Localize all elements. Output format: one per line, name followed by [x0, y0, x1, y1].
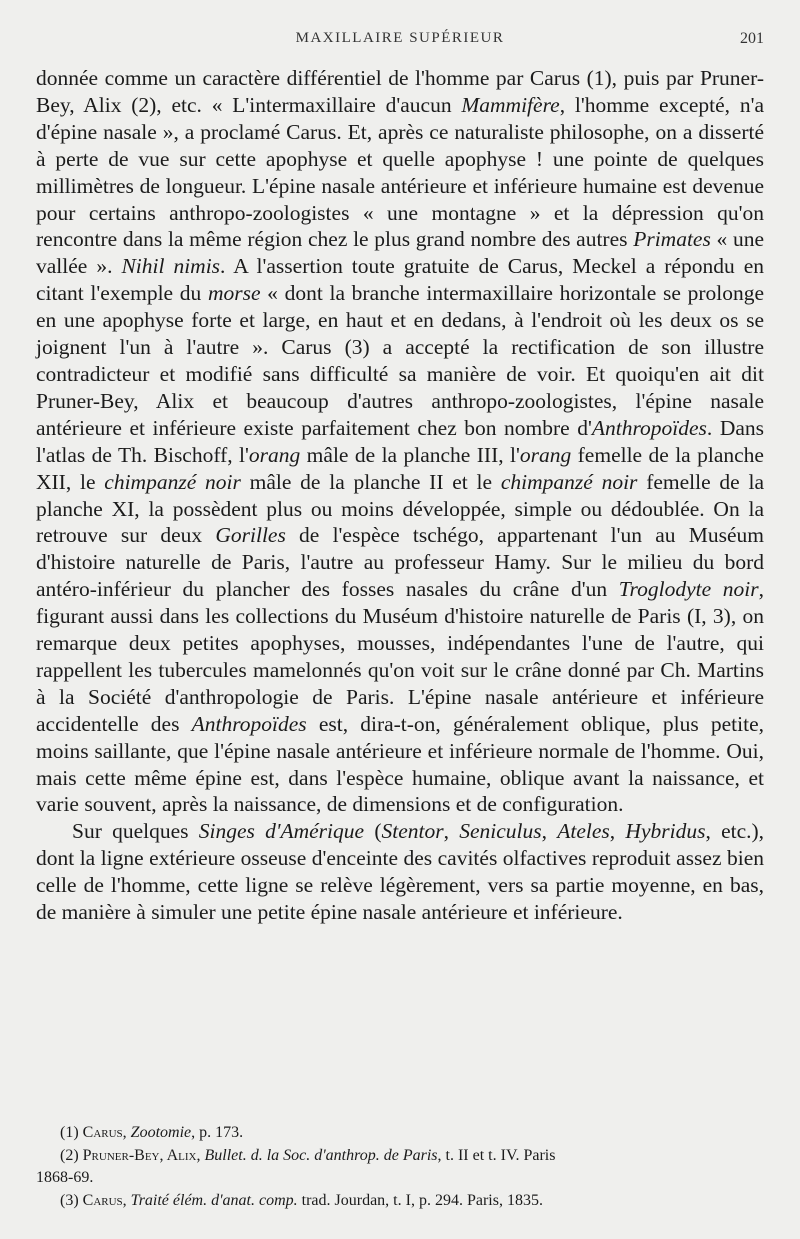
italic-term: Gorilles [215, 523, 286, 548]
italic-term: Ateles [557, 819, 610, 844]
italic-term: orang [248, 442, 301, 467]
italic-term: Stentor [381, 819, 444, 844]
text-run: femelle de la planche XI, la possèdent plus ou moins développée, simple ou dédoublée. On la retrouve sur deux [36, 469, 765, 548]
body-text [36, 65, 764, 926]
italic-term: Singes d'Amérique [198, 819, 365, 844]
text-run: , [196, 1146, 205, 1164]
text-run: est, dira-t-on, généralement oblique, plus petite, moins saillante, que l'épine nasale antérieure et inférieure normale de l'homme. Oui, mais cette même épine est, dans l'espèce humaine, oblique avant la naissance, et varie souvent, après la naissance, de dimensions et de configuration. [36, 711, 765, 817]
text-run: mâle de la planche III, l' [300, 442, 520, 467]
footnote-3 [36, 1190, 764, 1213]
text-run: donnée comme un caractère différentiel de l'homme par Carus (1), puis par Pruner-Bey, Alix (2), etc. « L'intermaxillaire d'aucun [36, 66, 764, 117]
footnotes [36, 1122, 764, 1212]
footnote-marker: (3) [60, 1191, 83, 1209]
italic-term: orang [519, 442, 572, 467]
footnote-work-title: Bullet. d. la Soc. d'anthrop. de Paris [204, 1146, 438, 1164]
text-run: , [122, 1191, 131, 1209]
text-run: femelle de la planche XII, le [36, 442, 764, 494]
text-run: , p. 173. [191, 1124, 244, 1141]
footnote-2 [36, 1145, 764, 1168]
footnote-work-title: Zootomie [130, 1124, 192, 1141]
footnote-1 [36, 1122, 764, 1145]
footnote-marker: (2) [60, 1146, 83, 1164]
paragraph-2 [36, 818, 764, 926]
footnote-author: Carus [82, 1191, 123, 1209]
italic-term: Anthropoïdes [191, 711, 307, 736]
text-run: . A l'assertion toute gratuite de Carus, Meckel a répondu en citant l'exemple du [36, 254, 764, 306]
text-run: , [122, 1124, 131, 1141]
text-run: de l'espèce tschégo, appartenant l'un au Muséum d'histoire naturelle de Paris, l'autre au professeur Hamy. Sur le milieu du bord antéro-inférieur du plancher des fosses nasales du crâne d'un [36, 523, 764, 602]
italic-term: Hybridus [625, 819, 706, 844]
footnote-author: Pruner-Bey, Alix [82, 1146, 197, 1164]
text-run: mâle de la planche II et le [240, 469, 501, 494]
text-run: ( [364, 819, 382, 844]
italic-term: Seniculus [459, 819, 542, 844]
footnote-2-continuation: 1868-69. [36, 1169, 94, 1186]
text-run: , [541, 819, 558, 844]
italic-term: chimpanzé noir [500, 469, 638, 494]
text-run: , figurant aussi dans les collections du Muséum d'histoire naturelle de Paris (I, 3), on remarque deux petites apophyses, mousses, indépendantes l'une de l'autre, qui rappellent les tubercules mamelonnés qu'on voit sur le crâne donné par Ch. Martins à la Société d'anthropologie de Paris. L'épine nasale antérieure et inférieure accidentelle des [36, 577, 764, 736]
text-run: « une vallée ». [36, 227, 764, 279]
page-number: 201 [740, 30, 764, 47]
footnote-work-title: Traité élém. d'anat. comp. [130, 1191, 298, 1209]
text-run: , t. II et t. IV. Paris [437, 1146, 556, 1164]
text-run: Sur quelques [72, 819, 199, 844]
text-run: , etc.), dont la ligne extérieure osseuse d'enceinte des cavités olfactives reproduit assez bien celle de l'homme, cette ligne se relève légèrement, vers sa partie moyenne, en bas, de manière à simuler une petite épine nasale antérieure et inférieure. [36, 819, 765, 925]
italic-term: Primates [633, 227, 711, 252]
running-title: MAXILLAIRE SUPÉRIEUR [295, 30, 505, 46]
italic-term: Troglodyte noir [618, 577, 759, 602]
running-head [36, 30, 764, 50]
text-run: . Dans l'atlas de Th. Bischoff, l' [36, 415, 765, 467]
italic-term: Nihil nimis [121, 254, 221, 279]
italic-term: morse [207, 281, 261, 306]
footnote-marker: (1) [60, 1124, 83, 1141]
text-run: trad. Jourdan, t. I, p. 294. Paris, 1835. [297, 1191, 543, 1209]
footnote-author: Carus [82, 1124, 123, 1141]
text-run: , [443, 819, 460, 844]
italic-term: Anthropoïdes [591, 415, 707, 440]
text-run: , [609, 819, 626, 844]
text-run: « dont la branche intermaxillaire horizontale se prolonge en une apophyse forte et large, en haut et en dedans, à l'endroit où les deux os se joignent l'un à l'autre ». Carus (3) a accepté la rectification de son illustre contradicteur et modifié sans difficulté sa manière de voir. Et quoiqu'en ait dit Pruner-Bey, Alix et beaucoup d'autres anthropo-zoologistes, l'épine nasale antérieure et inférieure existe parfaitement chez bon nombre d' [36, 281, 765, 440]
italic-term: chimpanzé noir [104, 469, 241, 494]
paragraph-1 [36, 65, 764, 818]
italic-term: Mammifère [461, 92, 560, 117]
text-run: , l'homme excepté, n'a d'épine nasale », a proclamé Carus. Et, après ce naturaliste philosophe, on a disserté à perte de vue sur cette apophyse et quelle apophyse ! une pointe de quelques millimètres de longueur. L'épine nasale antérieure et inférieure humaine est devenue pour certains anthropo-zoologistes « une montagne » et la dépression qu'on rencontre dans la même région chez le plus grand nombre des autres [36, 92, 764, 252]
